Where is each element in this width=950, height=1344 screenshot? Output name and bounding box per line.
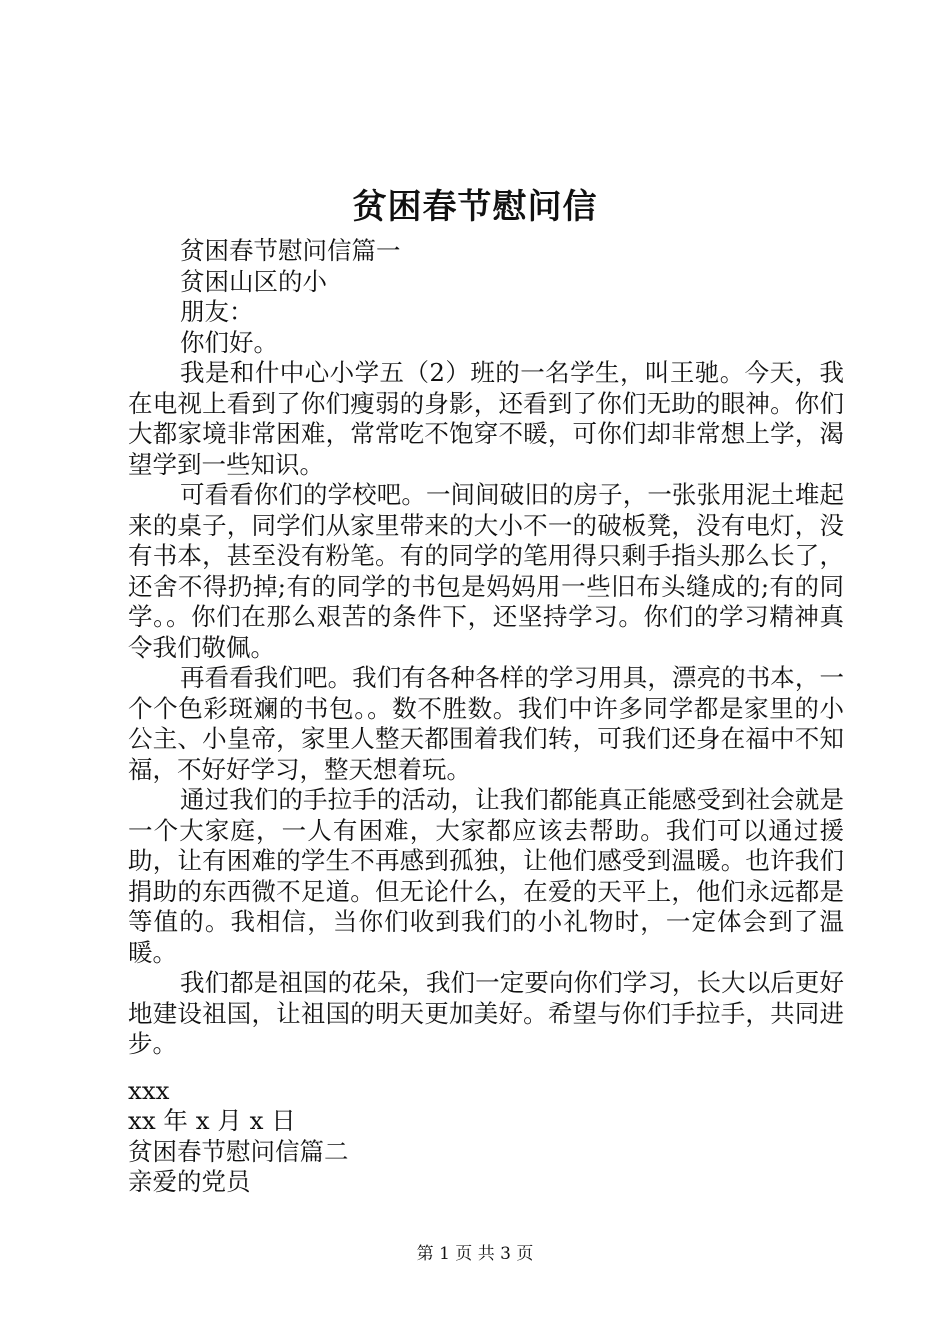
paragraph-1: 我是和什中心小学五（2）班的一名学生，叫王驰。今天，我在电视上看到了你们瘦弱的身影，还看到了你们无助的眼神。你们大都家境非常困难，常常吃不饱穿不暖，可你们却非常想上学，渴望学到一些知识。	[128, 358, 844, 479]
greeting-line: 你们好。	[180, 327, 278, 357]
salutation-line-2: 朋友：	[180, 297, 254, 326]
paragraph-4: 通过我们的手拉手的活动，让我们都能真正能感受到社会就是一个大家庭，一人有困难，大家都应该去帮助。我们可以通过援助，让有困难的学生不再感到孤独，让他们感受到温暖。也许我们捐助的东西微不足道。但无论什么，在爱的天平上，他们永远都是等值的。我相信，当你们收到我们的小礼物时，一定体会到了温暖。	[128, 785, 844, 967]
paragraph-2: 可看看你们的学校吧。一间间破旧的房子，一张张用泥土堆起来的桌子，同学们从家里带来的大小不一的破板凳，没有电灯，没有书本，甚至没有粉笔。有的同学的笔用得只剩手指头那么长了，还舍不得扔掉;有的同学的书包是妈妈用一些旧布头缝成的;有的同学。。你们在那么艰苦的条件下，还坚持学习。你们的学习精神真令我们敬佩。	[128, 480, 844, 662]
section-heading-1: 贫困春节慰问信篇一	[180, 236, 401, 265]
paragraph-3: 再看看我们吧。我们有各种各样的学习用具，漂亮的书本，一个个色彩斑斓的书包。。数不胜数。我们中许多同学都是家里的小公主、小皇帝，家里人整天都围着我们转，可我们还身在福中不知福，不好好学习，整天想着玩。	[128, 663, 844, 784]
salutation-line-3: 亲爱的党员	[128, 1167, 251, 1196]
signature-name: xxx	[128, 1075, 170, 1105]
salutation-line-1: 贫困山区的小	[180, 266, 327, 296]
document-title: 贫困春节慰问信	[352, 187, 598, 227]
section-heading-2: 贫困春节慰问信篇二	[128, 1136, 349, 1166]
document-body	[128, 236, 844, 1198]
paragraph-5: 我们都是祖国的花朵，我们一定要向你们学习，长大以后更好地建设祖国，让祖国的明天更加美好。希望与你们手拉手，共同进步。	[128, 968, 844, 1058]
page-footer: 第 1 页 共 3 页	[416, 1244, 534, 1264]
signature-date: xx 年 x 月 x 日	[128, 1106, 296, 1135]
